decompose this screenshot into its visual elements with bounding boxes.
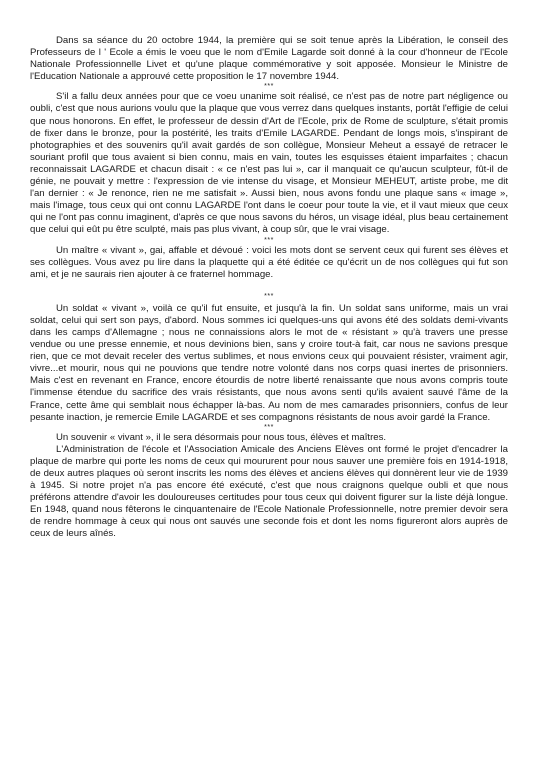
paragraph-3: Un maître « vivant », gai, affable et dévoué : voici les mots dont se servent ceux qui furent ses élèves et ses collègues. Vous avez pu lire dans la plaquette qui a été éditée ce qu'écrit un de nos collègues qui fut son ami, et je ne saurais rien ajouter à ce fraternel hommage. xyxy=(30,244,508,280)
paragraph-4: Un soldat « vivant », voilà ce qu'il fut ensuite, et jusqu'à la fin. Un soldat sans uniforme, mais un vrai soldat, celui qui sert son pays, d'abord. Nous sommes ici quelques-uns qui avons été des soldats demi-vivants dans les camps d'Allemagne ; nous ne connaissions alors le mot de « résistant » qu'à travers une presse vendue ou une presse ennemie, et nous devinions bien, sans y croire tout-à fait, car nous ne savions presque rien, que ce mot devait receler des vertus sublimes, et nous envions ceux qui pouvaient résister, vraiment agir, vivre...et mourir, nous qui ne pouvions que tendre notre volonté dans nos corps quasi inertes de prisonniers. Mais c'est en revenant en France, encore étourdis de notre liberté renaissante que nous avons compris toute l'immense étendue du sacrifice des vrais résistants, que nous avons senti qu'ils avaient sauvé l'âme de la France, cette âme qui semblait nous échapper là-bas. Au nom de mes camarades prisonniers, confus de leur pesante inaction, je remercie Emile LAGARDE et ses compagnons résistants de nous avoir gardé la France. xyxy=(30,302,508,423)
separator-4: *** xyxy=(264,423,274,431)
paragraph-1: Dans sa séance du 20 octobre 1944, la première qui se soit tenue après la Libération, le conseil des Professeurs de l ' Ecole a émis le voeu que le nom d'Emile Lagarde soit donné à la cour d'honneur de l'Ecole Nationale Professionnelle Livet et qu'une plaque commémorative y soit apposée. Monsieur le Ministre de l'Education Nationale a approuvé cette proposition le 17 novembre 1944. xyxy=(30,35,508,83)
paragraph-6: L'Administration de l'école et l'Association Amicale des Anciens Elèves ont formé le projet d'encadrer la plaque de marbre qui porte les noms de ceux qui moururent pour nous sauver une première fois en 1914-1918, de deux autres plaques où seront inscrits les noms des élèves et anciens élèves qui donnèrent leur vie de 1939 à 1945. Si notre projet n'a pas encore été exécuté, c'est que nous craignons quelque oubli et que nous préférons attendre d'avoir les douloureuses certitudes pour tous ceux qui doivent figurer sur la liste déjà longue. En 1948, quand nous fêterons le cinquantenaire de l'Ecole Nationale Professionnelle, notre premier devoir sera de rendre hommage à ceux qui nous ont sauvés une seconde fois et dont les noms figureront alors auprès de ceux de leurs aînés. xyxy=(30,443,508,540)
paragraph-2: S'il a fallu deux années pour que ce voeu unanime soit réalisé, ce n'est pas de notre part négligence ou oubli, c'est que nous aurions voulu que la plaque que vous verrez dans quelques instants, portât l'effigie de celui que nous honorons. En effet, le professeur de dessin d'Art de l'Ecole, prix de Rome de sculpture, s'était promis de fixer dans le bronze, pour la postérité, les traits d'Emile LAGARDE. Pendant de longs mois, s'inspirant de photographies et des souvenirs qu'il avait gardés de son collègue, Monsieur Meheut a essayé de retracer le souriant profil que tous avaient si bien connu, mais en vain, toutes les esquisses étaient imparfaites ; chacun reconnaissait LAGARDE et chacun disait : « ce n'est pas lui », car il manquait ce qu'aucun sculpteur, fût-il de génie, ne pouvait y mettre : l'expression de vie intense du visage, et Monsieur MEHEUT, artiste probe, me dit l'an dernier : « Je renonce, rien ne me satisfait ». Aussi bien, nous avons fondu une plaque sans « image », mais l'image, tous ceux qui ont connu LAGARDE l'ont dans le coeur pour toute la vie, et il vaut mieux que ceux qui ne l'ont pas connu imaginent, d'après ce que nous savons du héros, un visage idéal, plus beau certainement que celui qui eût pu être sculpté, mais pas plus vivant, à coup sûr, que le vrai visage. xyxy=(30,91,508,236)
paragraph-5: Un souvenir « vivant », il le sera désormais pour nous tous, élèves et maîtres. xyxy=(56,431,387,443)
separator-3: *** xyxy=(264,292,274,300)
document-page xyxy=(30,35,508,541)
separator-2: *** xyxy=(264,236,274,244)
separator-1: *** xyxy=(264,83,274,91)
